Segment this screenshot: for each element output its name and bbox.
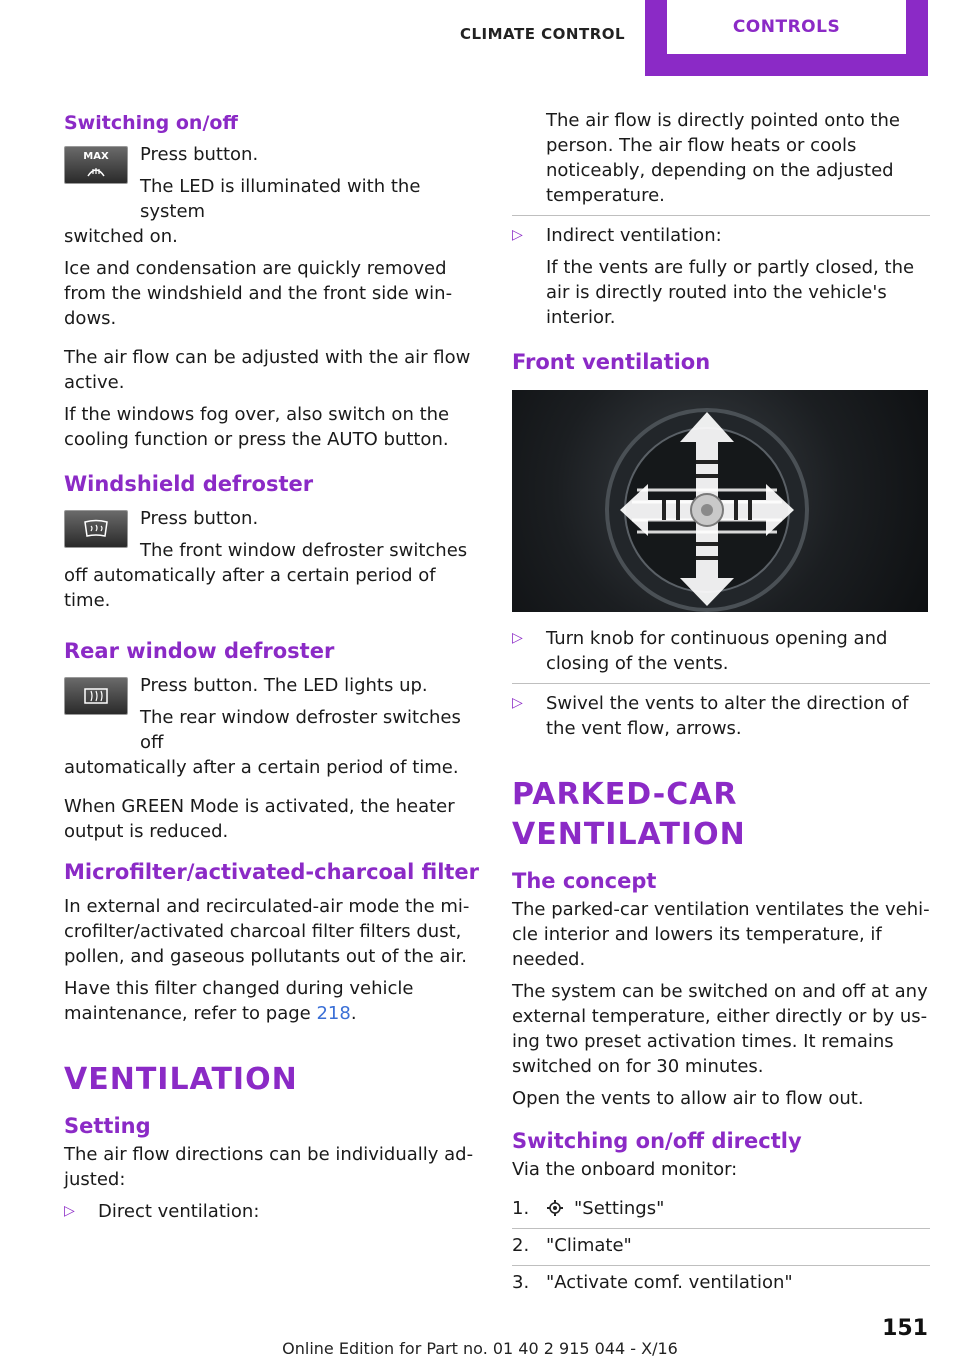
switching-p3: Ice and condensation are quickly removed from the windshield and the front side windows.: [64, 258, 453, 329]
windshield-p2a: The front window defroster switches: [140, 540, 468, 561]
switching-direct-heading: Switching on/off directly: [512, 1129, 802, 1153]
rear-p3: When GREEN Mode is activated, the heater output is reduced.: [64, 796, 455, 842]
indirect-description: If the vents are fully or partly closed, the air is directly routed into the vehicle's interior.: [546, 257, 915, 328]
step-2-number: 2.: [512, 1235, 530, 1256]
bullet-direct: [64, 1199, 484, 1224]
switching-direct-p1: Via the onboard monitor:: [512, 1159, 738, 1180]
bullet-direct-label: Direct ventilation:: [98, 1201, 260, 1222]
front-bullet-1-text: Turn knob for continuous opening and closing of the vents.: [546, 628, 888, 674]
filter-p2: [64, 976, 484, 1026]
setting-p1: The air flow directions can be individually adjusted:: [64, 1144, 474, 1190]
concept-p1: The parked-car ventilation ventilates the vehicle interior and lowers its temperature, if needed.: [512, 899, 930, 970]
concept-heading: The concept: [512, 869, 657, 893]
front-bullet-2: [512, 691, 930, 741]
divider: [512, 1228, 930, 1229]
gear-icon: [546, 1199, 564, 1217]
windshield-icon: [83, 518, 109, 540]
rear-p2b: automatically after a certain period of time.: [64, 757, 459, 778]
step-3: [512, 1270, 930, 1295]
bullet-marker: ▷: [512, 630, 523, 646]
windshield-defrost-button-icon: [64, 510, 128, 548]
switching-heading: Switching on/off: [64, 112, 238, 134]
windshield-p1: Press button.: [140, 508, 259, 529]
bullet-indirect-label: Indirect ventilation:: [546, 225, 722, 246]
section-tab: [645, 0, 928, 76]
left-column: [64, 108, 484, 1231]
bullet-marker: ▷: [512, 695, 523, 711]
right-column: [512, 108, 930, 1302]
concept-p3: Open the vents to allow air to flow out.: [512, 1088, 864, 1109]
rear-heading: Rear window defroster: [64, 639, 335, 663]
filter-p2-end: .: [350, 1003, 357, 1024]
chapter-title: CLIMATE CONTROL: [459, 25, 626, 43]
rear-defrost-button-icon: [64, 677, 128, 715]
windshield-block: [64, 506, 484, 613]
rear-p2a: The rear window defroster switches off: [140, 707, 461, 753]
switching-p4: The air flow can be adjusted with the air flow active.: [64, 347, 471, 393]
step-1: [512, 1196, 930, 1221]
windshield-p2b: off automatically after a certain period of time.: [64, 565, 436, 611]
step-3-text: "Activate comf. ventilation": [546, 1272, 793, 1293]
windshield-heading: Windshield defroster: [64, 472, 314, 496]
filter-p1: In external and recirculated-air mode the microfilter/activated charcoal filter filters dust, pollen, and gaseous pollutants out of the air.: [64, 896, 470, 967]
direct-description: The air flow is directly pointed onto the person. The air flow heats or cools noticeably, depending on the adjusted temperature.: [546, 110, 900, 206]
filter-heading: Microfilter/activated-charcoal filter: [64, 860, 480, 884]
footer-edition: Online Edition for Part no. 01 40 2 915 044 - X/16: [282, 1339, 678, 1358]
divider: [512, 1265, 930, 1266]
max-defrost-block: [64, 142, 484, 249]
step-3-number: 3.: [512, 1272, 530, 1293]
page-link[interactable]: 218: [316, 1003, 351, 1024]
switching-p2b: switched on.: [64, 226, 178, 247]
switching-p1: Press button.: [140, 144, 259, 165]
switching-p5: If the windows fog over, also switch on the cooling function or press the AUTO button.: [64, 404, 450, 450]
divider: [512, 215, 930, 216]
concept-p2: The system can be switched on and off at any external temperature, either directly or by using two preset activation times. It remains switched on for 30 minutes.: [512, 981, 928, 1077]
defrost-icon: [86, 163, 106, 177]
ventilation-heading: VENTILATION: [64, 1062, 298, 1097]
vent-illustration: [512, 390, 928, 612]
step-1-number: 1.: [512, 1198, 530, 1219]
filter-p2-text: Have this filter changed during vehicle maintenance, refer to page: [64, 978, 414, 1024]
step-2: [512, 1233, 930, 1258]
page-number: 151: [882, 1316, 928, 1341]
switching-p2a: The LED is illuminated with the system: [140, 176, 421, 222]
front-bullet-1: [512, 626, 930, 676]
setting-heading: Setting: [64, 1114, 151, 1138]
rear-window-icon: [82, 685, 110, 707]
bullet-marker: ▷: [64, 1203, 75, 1219]
parked-car-heading: PARKED-CAR VENTILATION: [512, 777, 746, 852]
max-label: MAX: [83, 151, 109, 162]
max-defrost-button-icon: [64, 146, 128, 184]
front-ventilation-heading: Front ventilation: [512, 350, 711, 374]
front-bullet-2-text: Swivel the vents to alter the direction of the vent flow, arrows.: [546, 693, 909, 739]
rear-p1: Press button. The LED lights up.: [140, 675, 428, 696]
vent-photo: [512, 390, 928, 612]
step-1-text: "Settings": [574, 1198, 665, 1219]
bullet-marker: ▷: [512, 227, 523, 243]
divider: [512, 683, 930, 684]
bullet-indirect: [512, 223, 930, 330]
step-2-text: "Climate": [546, 1235, 632, 1256]
rear-block: [64, 673, 484, 780]
section-tab-label: CONTROLS: [667, 0, 906, 54]
